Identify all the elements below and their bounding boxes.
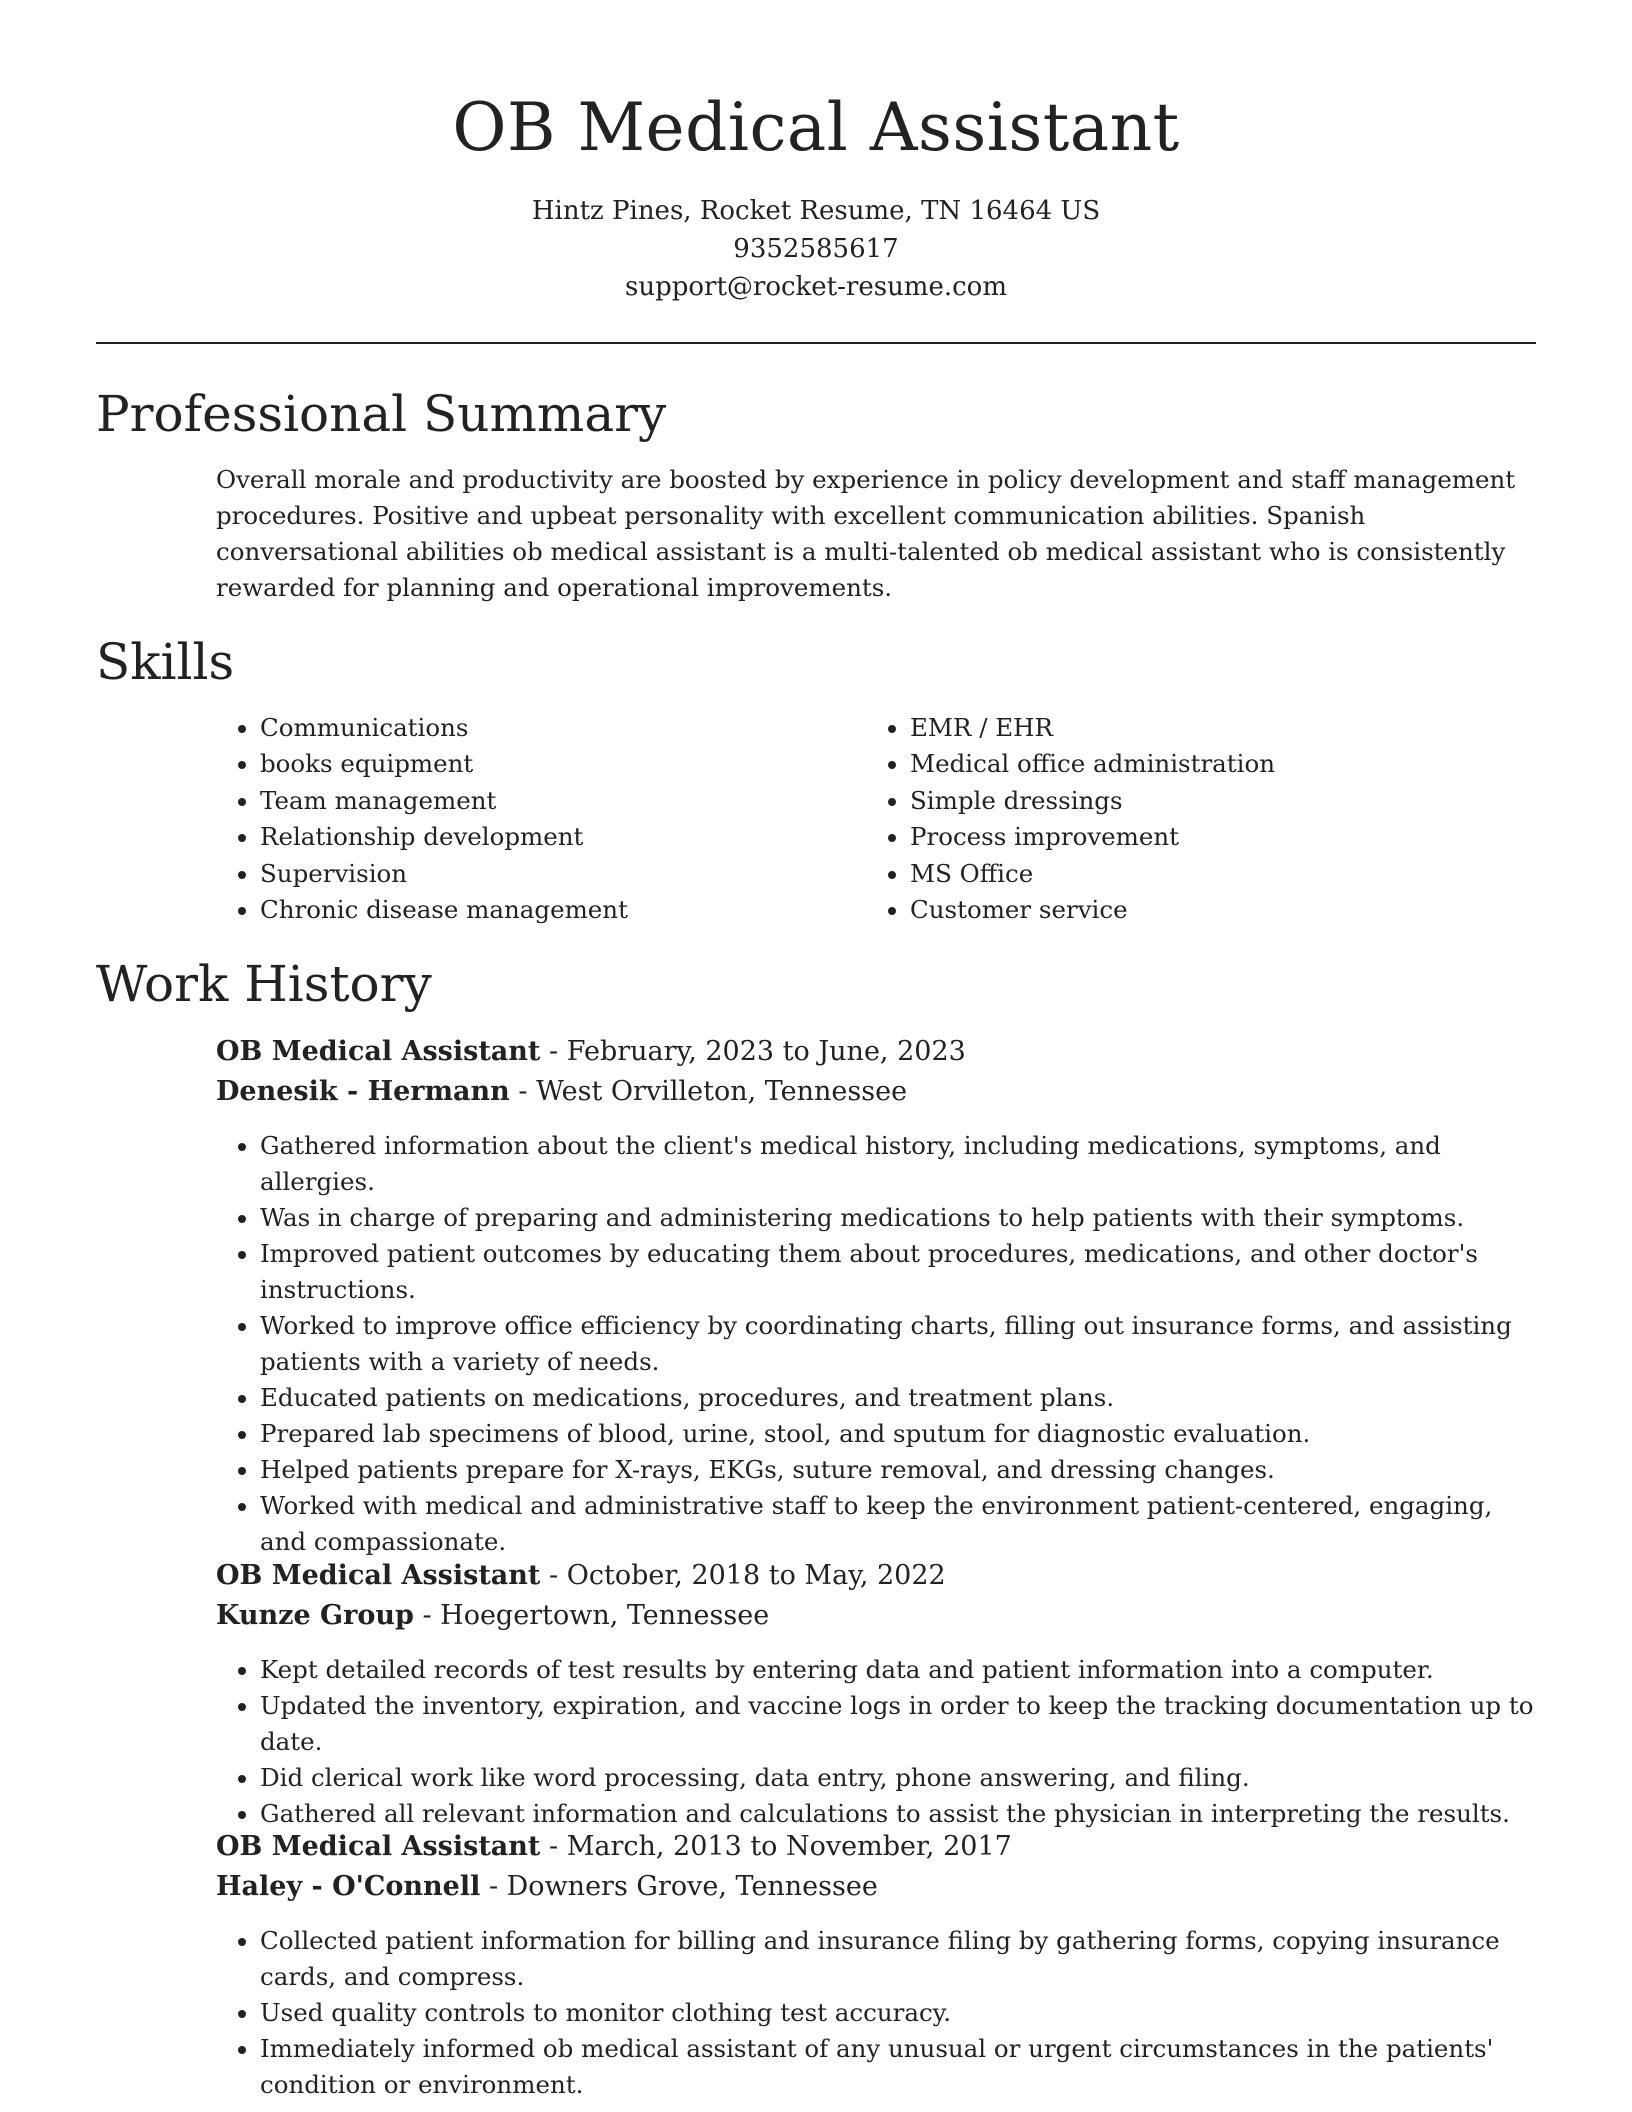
skills-column-left xyxy=(216,710,866,928)
skill-item: • Customer service xyxy=(910,892,1516,928)
duty-item: • Kept detailed records of test results by entering data and patient information into a computer. xyxy=(260,1652,1546,1688)
job-location: - Hoegertown, Tennessee xyxy=(413,1600,770,1631)
duty-item: • Updated the inventory, expiration, and vaccine logs in order to keep the tracking documentation up to date. xyxy=(260,1688,1546,1760)
contact-email: support@rocket-resume.com xyxy=(624,272,1007,302)
skill-item: • MS Office xyxy=(910,856,1516,892)
job-duties xyxy=(216,1128,1546,1560)
job-role: OB Medical Assistant xyxy=(216,1831,541,1862)
resume-header xyxy=(0,86,1632,306)
duty-item: • Gathered all relevant information and calculations to assist the physician in interpreting the results. xyxy=(260,1796,1546,1832)
skills-heading: Skills xyxy=(96,633,235,691)
contact-info xyxy=(0,192,1632,306)
duty-item: • Collected patient information for billing and insurance filing by gathering forms, copying insurance cards, and compress. xyxy=(260,1923,1546,1995)
skill-item: • books equipment xyxy=(260,746,866,782)
summary-text: Overall morale and productivity are boosted by experience in policy development and staff management procedures. Positive and upbeat personality with excellent communication abilities. Spanish conversational abilities ob medical assistant is a multi-talented ob medical assistant who is consistently rewarded for planning and operational improvements. xyxy=(216,465,1516,602)
job-location: - West Orvilleton, Tennessee xyxy=(509,1076,908,1107)
job-title-line xyxy=(216,1032,1546,1072)
job-company: Kunze Group xyxy=(216,1600,414,1631)
job-entry xyxy=(216,1032,1546,1560)
job-role: OB Medical Assistant xyxy=(216,1560,541,1591)
job-entry xyxy=(216,1556,1546,1832)
skills-list xyxy=(216,710,1536,928)
job-dates: - February, 2023 to June, 2023 xyxy=(540,1036,966,1067)
job-company: Denesik - Hermann xyxy=(216,1076,510,1107)
job-duties xyxy=(216,1923,1546,2103)
candidate-name: OB Medical Assistant xyxy=(452,89,1180,166)
summary-heading: Professional Summary xyxy=(96,385,667,443)
job-company-line xyxy=(216,1596,1546,1636)
duty-item: • Worked with medical and administrative staff to keep the environment patient-centered, engaging, and compassionate. xyxy=(260,1488,1546,1560)
job-company-line xyxy=(216,1867,1546,1907)
skill-item: • Simple dressings xyxy=(910,783,1516,819)
skill-item: • Supervision xyxy=(260,856,866,892)
contact-phone: 9352585617 xyxy=(733,234,899,264)
job-role: OB Medical Assistant xyxy=(216,1036,541,1067)
job-dates: - October, 2018 to May, 2022 xyxy=(540,1560,946,1591)
skill-item: • Chronic disease management xyxy=(260,892,866,928)
duty-item: • Helped patients prepare for X-rays, EKGs, suture removal, and dressing changes. xyxy=(260,1452,1546,1488)
skill-item: • Communications xyxy=(260,710,866,746)
duty-item: • Prepared lab specimens of blood, urine, stool, and sputum for diagnostic evaluation. xyxy=(260,1416,1546,1452)
duty-item: • Immediately informed ob medical assistant of any unusual or urgent circumstances in the patients' condition or environment. xyxy=(260,2031,1546,2103)
job-company-line xyxy=(216,1072,1546,1112)
work-history-heading: Work History xyxy=(96,955,432,1013)
job-dates: - March, 2013 to November, 2017 xyxy=(540,1831,1012,1862)
duty-item: • Used quality controls to monitor clothing test accuracy. xyxy=(260,1995,1546,2031)
job-title-line xyxy=(216,1827,1546,1867)
skills-column-right xyxy=(866,710,1516,928)
duty-item: • Worked to improve office efficiency by coordinating charts, filling out insurance forms, and assisting patients with a variety of needs. xyxy=(260,1308,1546,1380)
job-entry xyxy=(216,1827,1546,2103)
contact-address: Hintz Pines, Rocket Resume, TN 16464 US xyxy=(531,196,1101,226)
duty-item: • Gathered information about the client's medical history, including medications, symptoms, and allergies. xyxy=(260,1128,1546,1200)
duty-item: • Educated patients on medications, procedures, and treatment plans. xyxy=(260,1380,1546,1416)
job-company: Haley - O'Connell xyxy=(216,1871,481,1902)
job-duties xyxy=(216,1652,1546,1832)
skill-item: • Relationship development xyxy=(260,819,866,855)
skill-item: • Team management xyxy=(260,783,866,819)
duty-item: • Was in charge of preparing and administering medications to help patients with their symptoms. xyxy=(260,1200,1546,1236)
job-location: - Downers Grove, Tennessee xyxy=(480,1871,878,1902)
skill-item: • EMR / EHR xyxy=(910,710,1516,746)
header-divider xyxy=(96,342,1536,344)
duty-item: • Did clerical work like word processing, data entry, phone answering, and filing. xyxy=(260,1760,1546,1796)
duty-item: • Improved patient outcomes by educating them about procedures, medications, and other doctor's instructions. xyxy=(260,1236,1546,1308)
skill-item: • Medical office administration xyxy=(910,746,1516,782)
skill-item: • Process improvement xyxy=(910,819,1516,855)
job-title-line xyxy=(216,1556,1546,1596)
